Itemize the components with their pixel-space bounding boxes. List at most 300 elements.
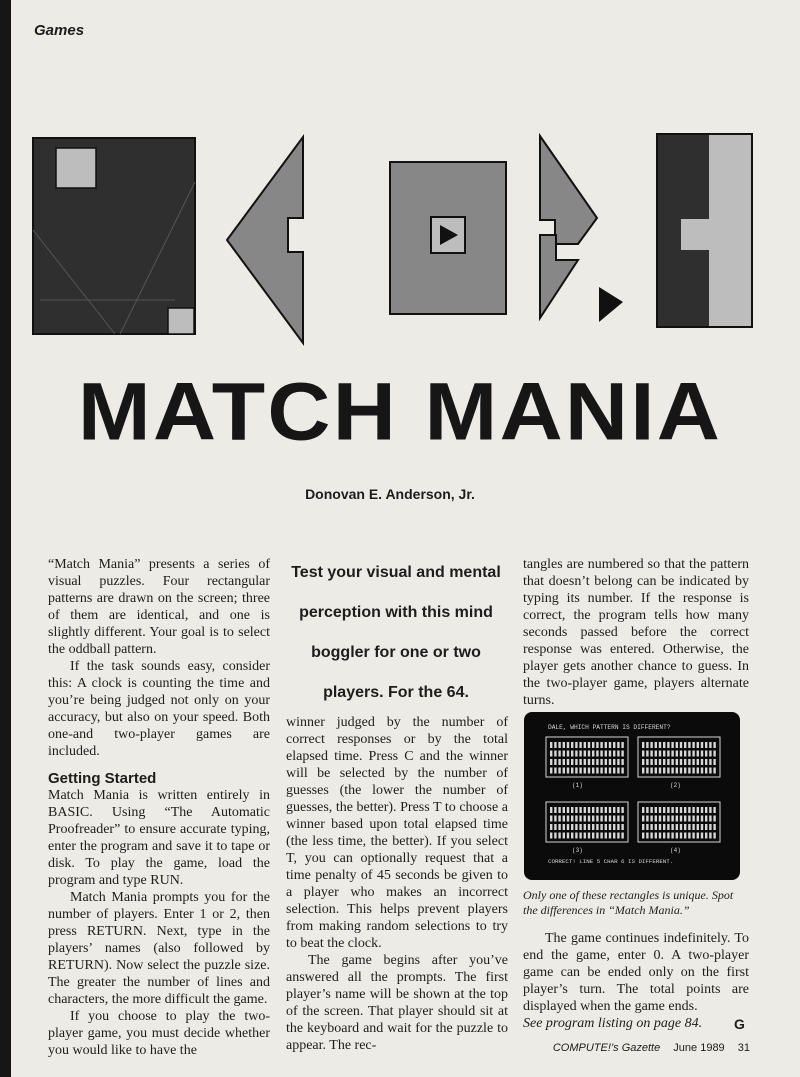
paragraph: The game begins after you’ve answered all the prompts. The first player’s name will be shown at the top of the screen. That player should sit at the keyboard and wait for the puzzle to appear. The rec- bbox=[286, 953, 508, 1053]
pattern-char bbox=[571, 807, 573, 813]
pattern-char bbox=[713, 751, 715, 757]
pattern-char bbox=[571, 824, 573, 830]
pattern-char bbox=[609, 833, 611, 839]
page-footer bbox=[0, 1042, 750, 1054]
pattern-char bbox=[688, 824, 690, 830]
pattern-char bbox=[584, 807, 586, 813]
pattern-char bbox=[701, 759, 703, 765]
pattern-char bbox=[550, 742, 552, 748]
pattern-char bbox=[579, 742, 581, 748]
pattern-char bbox=[650, 807, 652, 813]
column-3-continued bbox=[523, 930, 749, 1032]
pattern-char bbox=[659, 751, 661, 757]
pattern-char bbox=[609, 824, 611, 830]
pattern-char bbox=[609, 759, 611, 765]
pattern-char bbox=[680, 807, 682, 813]
pattern-char bbox=[705, 807, 707, 813]
pattern-char bbox=[655, 742, 657, 748]
pattern-char bbox=[613, 742, 615, 748]
pattern-char bbox=[701, 751, 703, 757]
pattern-char bbox=[684, 742, 686, 748]
pattern-char bbox=[588, 816, 590, 822]
pattern-char bbox=[692, 824, 694, 830]
pattern-char bbox=[642, 751, 644, 757]
title-art bbox=[0, 0, 800, 360]
pattern-char bbox=[563, 759, 565, 765]
pattern-char bbox=[671, 824, 673, 830]
pattern-char bbox=[650, 833, 652, 839]
pattern-char bbox=[692, 768, 694, 774]
paragraph: winner judged by the number of correct responses or by the total elapsed time. Press C and the winner will be selected by the number of guesses (the lower the number of guesses, the better). Press T to choose a winner based upon total elapsed time (the less time, the better). If you select T, you can optionally request that a time penalty of 45 seconds be given to a player who makes an incorrect selection. This helps prevent players from making random selections to try to beat the clock. bbox=[286, 715, 508, 951]
screen-label: (1) bbox=[572, 782, 583, 789]
paragraph: The game continues indefinitely. To end the game, enter 0. A two-player game can be ended only on the first player’s turn. The total points are displayed when the game ends. bbox=[523, 931, 749, 1014]
pattern-char bbox=[676, 751, 678, 757]
pattern-char bbox=[667, 816, 669, 822]
pattern-char bbox=[697, 751, 699, 757]
pattern-char bbox=[655, 824, 657, 830]
pattern-char bbox=[617, 751, 619, 757]
pattern-char bbox=[680, 816, 682, 822]
pattern-char bbox=[567, 816, 569, 822]
pattern-char bbox=[613, 824, 615, 830]
pattern-char bbox=[575, 759, 577, 765]
pattern-char bbox=[684, 824, 686, 830]
pattern-char bbox=[596, 816, 598, 822]
pattern-char bbox=[659, 824, 661, 830]
pattern-char bbox=[575, 816, 577, 822]
pattern-char bbox=[701, 768, 703, 774]
paragraph: tangles are numbered so that the pattern that doesn’t belong can be indicated by typing its number. If the response is correct, the program tells how many seconds passed before the correct response was entered. Otherwise, the player gets another chance to guess. In the two-player game, players alternate turns. bbox=[523, 557, 749, 708]
pattern-char bbox=[575, 751, 577, 757]
pattern-char bbox=[550, 816, 552, 822]
pattern-char bbox=[558, 816, 560, 822]
pattern-char bbox=[592, 824, 594, 830]
pattern-char bbox=[659, 833, 661, 839]
pattern-char bbox=[558, 759, 560, 765]
pattern-box bbox=[546, 802, 628, 842]
pattern-char bbox=[676, 759, 678, 765]
pattern-char bbox=[584, 759, 586, 765]
pattern-char bbox=[588, 824, 590, 830]
art-letter-m bbox=[33, 138, 195, 334]
pattern-char bbox=[596, 742, 598, 748]
pattern-char bbox=[671, 751, 673, 757]
pattern-char bbox=[592, 816, 594, 822]
art-letter-h bbox=[657, 134, 752, 327]
pattern-char bbox=[600, 833, 602, 839]
pattern-char bbox=[558, 824, 560, 830]
pattern-char bbox=[697, 833, 699, 839]
pattern-char bbox=[692, 833, 694, 839]
pattern-char bbox=[605, 816, 607, 822]
pattern-char bbox=[646, 824, 648, 830]
pattern-char bbox=[701, 816, 703, 822]
pattern-char bbox=[655, 807, 657, 813]
pattern-char bbox=[554, 751, 556, 757]
pattern-box bbox=[638, 802, 720, 842]
pattern-char bbox=[709, 833, 711, 839]
pattern-char bbox=[713, 824, 715, 830]
pattern-char bbox=[705, 768, 707, 774]
pattern-boxes bbox=[546, 737, 720, 842]
pattern-char bbox=[567, 759, 569, 765]
pattern-char bbox=[579, 816, 581, 822]
pattern-char bbox=[655, 833, 657, 839]
pattern-char bbox=[588, 807, 590, 813]
pattern-char bbox=[592, 768, 594, 774]
pattern-char bbox=[613, 751, 615, 757]
pattern-char bbox=[705, 824, 707, 830]
pattern-char bbox=[571, 742, 573, 748]
screen-display bbox=[524, 712, 740, 880]
pattern-char bbox=[659, 768, 661, 774]
pattern-char bbox=[646, 816, 648, 822]
screen-prompt: DALE, WHICH PATTERN IS DIFFERENT? bbox=[548, 724, 671, 731]
pattern-char bbox=[613, 816, 615, 822]
pattern-char bbox=[588, 833, 590, 839]
pattern-char bbox=[692, 759, 694, 765]
pattern-char bbox=[671, 807, 673, 813]
pattern-char bbox=[655, 759, 657, 765]
pattern-char bbox=[600, 768, 602, 774]
pattern-char bbox=[605, 751, 607, 757]
pattern-char bbox=[688, 751, 690, 757]
paragraph: “Match Mania” presents a series of visual puzzles. Four rectangular patterns are drawn on the screen; three of them are identical, and one is slightly different. Your goal is to select the oddball pattern. bbox=[48, 557, 270, 657]
pattern-char bbox=[642, 768, 644, 774]
pattern-char bbox=[692, 807, 694, 813]
pattern-char bbox=[650, 768, 652, 774]
pattern-char bbox=[646, 742, 648, 748]
section-label: Games bbox=[34, 22, 85, 39]
pattern-char bbox=[697, 807, 699, 813]
paragraph: Match Mania prompts you for the number of players. Enter 1 or 2, then press RETURN. Next, type in the players’ names (also followed by RETURN). Now select the puzzle size. The greater the number of lines and characters, the more difficult the game. bbox=[48, 890, 270, 1007]
pattern-char bbox=[713, 768, 715, 774]
pattern-char bbox=[600, 824, 602, 830]
pattern-char bbox=[697, 816, 699, 822]
pattern-char bbox=[713, 807, 715, 813]
pattern-char bbox=[642, 833, 644, 839]
pattern-char bbox=[663, 807, 665, 813]
pattern-char bbox=[575, 768, 577, 774]
pattern-char bbox=[692, 742, 694, 748]
pattern-char bbox=[650, 824, 652, 830]
pattern-char bbox=[655, 768, 657, 774]
pattern-char bbox=[701, 824, 703, 830]
program-listing-note: See program listing on page 84. bbox=[523, 1016, 703, 1031]
pattern-char bbox=[667, 833, 669, 839]
pattern-char bbox=[684, 751, 686, 757]
pattern-char bbox=[563, 833, 565, 839]
pattern-char bbox=[642, 824, 644, 830]
deck-text: Test your visual and mental perception with this mind boggler for one or two players. For the 64. bbox=[291, 564, 501, 701]
pattern-char bbox=[567, 742, 569, 748]
pattern-char bbox=[697, 759, 699, 765]
pattern-char bbox=[621, 824, 623, 830]
pattern-char bbox=[605, 824, 607, 830]
pattern-char bbox=[558, 768, 560, 774]
art-letter-a bbox=[227, 137, 303, 343]
pattern-char bbox=[697, 742, 699, 748]
pattern-char bbox=[575, 742, 577, 748]
pattern-char bbox=[592, 833, 594, 839]
pattern-char bbox=[680, 751, 682, 757]
pattern-char bbox=[646, 751, 648, 757]
pattern-char bbox=[584, 824, 586, 830]
pattern-char bbox=[697, 768, 699, 774]
byline: Donovan E. Anderson, Jr. bbox=[305, 486, 475, 502]
pattern-char bbox=[617, 807, 619, 813]
pattern-char bbox=[554, 768, 556, 774]
pattern-char bbox=[692, 751, 694, 757]
pattern-char bbox=[667, 768, 669, 774]
pattern-char bbox=[563, 742, 565, 748]
pattern-char bbox=[558, 742, 560, 748]
pattern-char bbox=[609, 768, 611, 774]
screen-label: (4) bbox=[670, 847, 681, 854]
paragraph: If the task sounds easy, consider this: A clock is counting the time and you’re being judged not only on your accuracy, but also on your speed. Both one-and two-player games are included. bbox=[48, 659, 270, 759]
pattern-char bbox=[592, 759, 594, 765]
pattern-char bbox=[613, 759, 615, 765]
pattern-char bbox=[659, 759, 661, 765]
pattern-char bbox=[554, 807, 556, 813]
pattern-char bbox=[650, 742, 652, 748]
pattern-char bbox=[646, 768, 648, 774]
pattern-char bbox=[621, 742, 623, 748]
pattern-char bbox=[709, 807, 711, 813]
pattern-char bbox=[605, 807, 607, 813]
pattern-box bbox=[638, 737, 720, 777]
pattern-char bbox=[663, 759, 665, 765]
pattern-char bbox=[558, 833, 560, 839]
pattern-char bbox=[621, 768, 623, 774]
pattern-char bbox=[592, 807, 594, 813]
pattern-char bbox=[705, 751, 707, 757]
pattern-box bbox=[546, 737, 628, 777]
pattern-char bbox=[588, 768, 590, 774]
pattern-char bbox=[563, 768, 565, 774]
art-letter-t bbox=[390, 162, 506, 314]
pattern-char bbox=[563, 824, 565, 830]
column-1 bbox=[48, 556, 270, 1059]
column-2 bbox=[286, 714, 508, 1054]
pattern-char bbox=[671, 833, 673, 839]
pattern-char bbox=[600, 751, 602, 757]
pattern-char bbox=[613, 833, 615, 839]
pattern-char bbox=[697, 824, 699, 830]
pattern-char bbox=[617, 816, 619, 822]
pattern-char bbox=[663, 742, 665, 748]
pattern-char bbox=[621, 833, 623, 839]
subheading: Getting Started bbox=[48, 770, 157, 787]
pattern-char bbox=[554, 824, 556, 830]
pattern-char bbox=[705, 742, 707, 748]
pattern-char bbox=[600, 807, 602, 813]
pattern-char bbox=[688, 768, 690, 774]
pattern-char bbox=[584, 742, 586, 748]
pattern-char bbox=[709, 816, 711, 822]
pattern-char bbox=[663, 816, 665, 822]
pattern-char bbox=[667, 824, 669, 830]
pattern-char bbox=[688, 833, 690, 839]
pattern-char bbox=[692, 816, 694, 822]
pattern-char bbox=[579, 833, 581, 839]
pattern-char bbox=[684, 807, 686, 813]
pattern-char bbox=[663, 833, 665, 839]
pattern-char bbox=[709, 742, 711, 748]
pattern-char bbox=[701, 807, 703, 813]
pattern-char bbox=[567, 768, 569, 774]
pattern-char bbox=[617, 824, 619, 830]
pattern-char bbox=[550, 833, 552, 839]
pattern-char bbox=[713, 742, 715, 748]
article-title: MATCH MANIA bbox=[77, 364, 723, 458]
pattern-char bbox=[550, 759, 552, 765]
pattern-char bbox=[609, 742, 611, 748]
pattern-char bbox=[605, 833, 607, 839]
pattern-char bbox=[671, 816, 673, 822]
pattern-char bbox=[621, 751, 623, 757]
pattern-char bbox=[600, 759, 602, 765]
pattern-char bbox=[605, 768, 607, 774]
pattern-char bbox=[676, 816, 678, 822]
pattern-char bbox=[554, 833, 556, 839]
screen-label: (3) bbox=[572, 847, 583, 854]
pattern-char bbox=[671, 759, 673, 765]
pattern-char bbox=[605, 742, 607, 748]
pattern-char bbox=[596, 768, 598, 774]
pattern-char bbox=[705, 833, 707, 839]
pattern-char bbox=[617, 759, 619, 765]
pattern-char bbox=[684, 759, 686, 765]
pattern-char bbox=[655, 751, 657, 757]
pattern-char bbox=[667, 759, 669, 765]
pattern-char bbox=[671, 742, 673, 748]
issue-date: June 1989 bbox=[673, 1042, 725, 1054]
pattern-char bbox=[605, 759, 607, 765]
pattern-char bbox=[558, 751, 560, 757]
pattern-char bbox=[684, 816, 686, 822]
pattern-char bbox=[650, 816, 652, 822]
pattern-char bbox=[642, 742, 644, 748]
pattern-char bbox=[617, 833, 619, 839]
pattern-char bbox=[642, 816, 644, 822]
pattern-char bbox=[646, 807, 648, 813]
paragraph: If you choose to play the two-player game, you must decide whether you would like to have the bbox=[48, 1009, 270, 1058]
pattern-char bbox=[667, 751, 669, 757]
pattern-char bbox=[659, 742, 661, 748]
pattern-char bbox=[663, 751, 665, 757]
pattern-char bbox=[713, 816, 715, 822]
pattern-char bbox=[579, 768, 581, 774]
pattern-char bbox=[709, 759, 711, 765]
pattern-char bbox=[701, 833, 703, 839]
art-letter-c bbox=[540, 136, 623, 322]
pattern-char bbox=[596, 759, 598, 765]
pattern-char bbox=[584, 768, 586, 774]
pattern-char bbox=[579, 751, 581, 757]
pattern-char bbox=[680, 759, 682, 765]
pattern-char bbox=[600, 816, 602, 822]
pattern-char bbox=[584, 833, 586, 839]
pattern-char bbox=[646, 759, 648, 765]
pattern-char bbox=[579, 824, 581, 830]
pattern-char bbox=[688, 742, 690, 748]
pattern-char bbox=[579, 759, 581, 765]
pattern-char bbox=[600, 742, 602, 748]
pattern-char bbox=[713, 759, 715, 765]
pattern-char bbox=[613, 768, 615, 774]
pattern-char bbox=[550, 751, 552, 757]
pattern-char bbox=[676, 742, 678, 748]
pattern-char bbox=[688, 816, 690, 822]
pattern-char bbox=[613, 807, 615, 813]
pattern-char bbox=[563, 816, 565, 822]
pattern-char bbox=[609, 816, 611, 822]
pattern-char bbox=[563, 807, 565, 813]
pattern-char bbox=[588, 742, 590, 748]
pattern-char bbox=[667, 742, 669, 748]
pattern-char bbox=[596, 807, 598, 813]
pattern-char bbox=[680, 833, 682, 839]
pattern-char bbox=[575, 833, 577, 839]
pattern-char bbox=[575, 824, 577, 830]
pattern-char bbox=[684, 768, 686, 774]
pattern-char bbox=[588, 751, 590, 757]
pattern-char bbox=[705, 816, 707, 822]
pattern-char bbox=[676, 824, 678, 830]
pattern-char bbox=[709, 824, 711, 830]
pattern-char bbox=[567, 824, 569, 830]
pattern-char bbox=[671, 768, 673, 774]
paragraph: Match Mania is written entirely in BASIC. Using “The Automatic Proofreader” to ensure accurate typing, enter the program and save it to tape or disk. To play the game, load the program and type RUN. bbox=[48, 788, 270, 888]
pattern-char bbox=[571, 759, 573, 765]
pattern-char bbox=[579, 807, 581, 813]
pattern-char bbox=[688, 807, 690, 813]
pattern-char bbox=[584, 751, 586, 757]
pattern-char bbox=[567, 833, 569, 839]
pattern-char bbox=[621, 807, 623, 813]
pattern-char bbox=[571, 768, 573, 774]
pattern-char bbox=[676, 833, 678, 839]
pattern-char bbox=[550, 807, 552, 813]
pattern-char bbox=[655, 816, 657, 822]
pattern-char bbox=[621, 816, 623, 822]
pattern-char bbox=[596, 751, 598, 757]
pattern-char bbox=[596, 833, 598, 839]
game-screenshot bbox=[524, 712, 740, 880]
pattern-char bbox=[709, 768, 711, 774]
pattern-char bbox=[680, 768, 682, 774]
pattern-char bbox=[550, 768, 552, 774]
pattern-char bbox=[688, 759, 690, 765]
page-number: 31 bbox=[737, 1042, 750, 1054]
pattern-char bbox=[650, 759, 652, 765]
pattern-char bbox=[575, 807, 577, 813]
pattern-char bbox=[621, 759, 623, 765]
pattern-char bbox=[676, 768, 678, 774]
screen-label: (2) bbox=[670, 782, 681, 789]
end-mark: G bbox=[734, 1016, 745, 1032]
pattern-char bbox=[571, 833, 573, 839]
pattern-char bbox=[554, 759, 556, 765]
pattern-char bbox=[592, 742, 594, 748]
pattern-char bbox=[684, 833, 686, 839]
screen-status: CORRECT! LINE 5 CHAR 6 IS DIFFERENT. bbox=[548, 858, 674, 865]
pattern-char bbox=[571, 751, 573, 757]
pattern-char bbox=[659, 816, 661, 822]
pattern-char bbox=[554, 816, 556, 822]
pattern-char bbox=[642, 759, 644, 765]
